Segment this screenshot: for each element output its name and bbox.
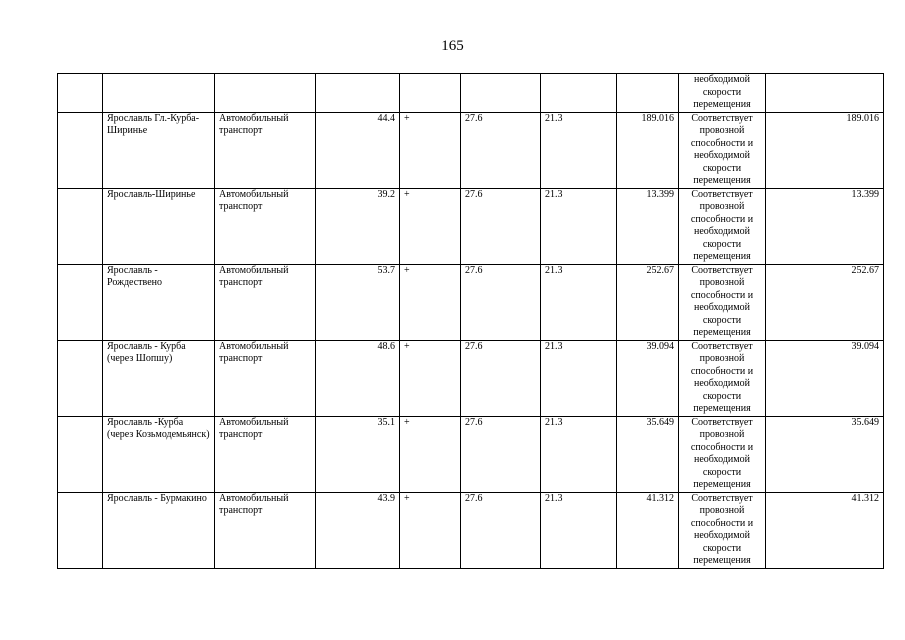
status-line: необходимой <box>694 74 750 85</box>
cell-route: Ярославль - Рождествено <box>103 264 215 340</box>
cell-index <box>58 416 103 492</box>
cell-flow: 189.016 <box>617 112 679 188</box>
cell-status <box>679 492 766 568</box>
cell-status <box>679 112 766 188</box>
cell-route: Ярославль-Ширинье <box>103 188 215 264</box>
table-row <box>58 492 884 568</box>
status-line: Соответствует <box>691 340 753 352</box>
cell-transport: Автомобильный транспорт <box>215 112 316 188</box>
cell-value1: 27.6 <box>461 416 541 492</box>
cell-value2: 21.3 <box>541 188 617 264</box>
cell-result: 189.016 <box>766 112 884 188</box>
cell-result: 39.094 <box>766 340 884 416</box>
cell-status <box>679 188 766 264</box>
status-line: способности и <box>690 289 754 301</box>
cell-status <box>679 264 766 340</box>
cell-length: 35.1 <box>316 416 400 492</box>
table-row <box>58 416 884 492</box>
status-line: способности и <box>690 137 754 149</box>
status-line: перемещения <box>693 251 751 262</box>
status-line: скорости <box>702 238 742 250</box>
cell-transport: Автомобильный транспорт <box>215 264 316 340</box>
continuation-row <box>58 74 884 113</box>
cell-status <box>679 340 766 416</box>
status-line: необходимой <box>694 226 750 237</box>
status-line: способности и <box>690 213 754 225</box>
status-line: скорости <box>702 466 742 478</box>
cell-transport <box>215 74 316 113</box>
cell-result: 252.67 <box>766 264 884 340</box>
cell-value2: 21.3 <box>541 340 617 416</box>
status-line: скорости <box>702 390 742 402</box>
status-line: провозной <box>699 353 745 364</box>
status-line: Соответствует <box>691 188 753 200</box>
cell-route: Ярославль - Курба (через Шопшу) <box>103 340 215 416</box>
cell-index <box>58 188 103 264</box>
cell-value1: 27.6 <box>461 112 541 188</box>
status-line: перемещения <box>693 99 751 110</box>
cell-result <box>766 74 884 113</box>
cell-length: 39.2 <box>316 188 400 264</box>
cell-index <box>58 340 103 416</box>
status-line: необходимой <box>694 378 750 389</box>
status-line: способности и <box>690 441 754 453</box>
cell-value2 <box>541 74 617 113</box>
table-row <box>58 112 884 188</box>
cell-result: 41.312 <box>766 492 884 568</box>
status-line: перемещения <box>693 555 751 566</box>
cell-mark: + <box>400 112 461 188</box>
cell-flow: 13.399 <box>617 188 679 264</box>
cell-route <box>103 74 215 113</box>
cell-flow: 35.649 <box>617 416 679 492</box>
cell-route: Ярославль -Курба (через Козьмодемьянск) <box>103 416 215 492</box>
status-line: перемещения <box>693 479 751 490</box>
cell-result: 35.649 <box>766 416 884 492</box>
status-line: скорости <box>702 162 742 174</box>
cell-value1: 27.6 <box>461 264 541 340</box>
cell-length <box>316 74 400 113</box>
cell-mark: + <box>400 492 461 568</box>
status-line: необходимой <box>694 150 750 161</box>
cell-flow: 252.67 <box>617 264 679 340</box>
cell-status <box>679 74 766 113</box>
status-line: скорости <box>702 542 742 554</box>
cell-mark: + <box>400 416 461 492</box>
status-line: необходимой <box>694 302 750 313</box>
cell-value2: 21.3 <box>541 264 617 340</box>
cell-value1: 27.6 <box>461 492 541 568</box>
cell-index <box>58 264 103 340</box>
status-line: провозной <box>699 429 745 440</box>
status-line: необходимой <box>694 530 750 541</box>
cell-length: 48.6 <box>316 340 400 416</box>
status-line: провозной <box>699 125 745 136</box>
cell-value1: 27.6 <box>461 340 541 416</box>
cell-route: Ярославль - Бурмакино <box>103 492 215 568</box>
cell-mark: + <box>400 340 461 416</box>
cell-value2: 21.3 <box>541 492 617 568</box>
cell-value1 <box>461 74 541 113</box>
cell-route: Ярославль Гл.-Курба-Ширинье <box>103 112 215 188</box>
table-row <box>58 188 884 264</box>
cell-value2: 21.3 <box>541 112 617 188</box>
cell-status <box>679 416 766 492</box>
cell-index <box>58 74 103 113</box>
table-row <box>58 264 884 340</box>
cell-length: 44.4 <box>316 112 400 188</box>
cell-value2: 21.3 <box>541 416 617 492</box>
cell-result: 13.399 <box>766 188 884 264</box>
cell-value1: 27.6 <box>461 188 541 264</box>
cell-mark: + <box>400 264 461 340</box>
page-number: 165 <box>441 38 464 54</box>
status-line: провозной <box>699 505 745 516</box>
status-line: перемещения <box>693 175 751 186</box>
status-line: Соответствует <box>691 264 753 276</box>
cell-length: 43.9 <box>316 492 400 568</box>
status-line: провозной <box>699 277 745 288</box>
cell-length: 53.7 <box>316 264 400 340</box>
status-line: провозной <box>699 201 745 212</box>
cell-transport: Автомобильный транспорт <box>215 340 316 416</box>
cell-flow <box>617 74 679 113</box>
status-line: скорости <box>702 314 742 326</box>
cell-mark: + <box>400 188 461 264</box>
cell-mark <box>400 74 461 113</box>
cell-index <box>58 492 103 568</box>
status-line: Соответствует <box>691 112 753 124</box>
cell-transport: Автомобильный транспорт <box>215 492 316 568</box>
status-line: перемещения <box>693 327 751 338</box>
cell-flow: 41.312 <box>617 492 679 568</box>
status-line: необходимой <box>694 454 750 465</box>
status-line: Соответствует <box>691 492 753 504</box>
status-line: скорости <box>702 86 742 98</box>
status-line: способности и <box>690 365 754 377</box>
status-line: способности и <box>690 517 754 529</box>
cell-transport: Автомобильный транспорт <box>215 188 316 264</box>
cell-flow: 39.094 <box>617 340 679 416</box>
cell-transport: Автомобильный транспорт <box>215 416 316 492</box>
status-line: Соответствует <box>691 416 753 428</box>
table-row <box>58 340 884 416</box>
routes-table <box>57 73 884 569</box>
status-line: перемещения <box>693 403 751 414</box>
cell-index <box>58 112 103 188</box>
